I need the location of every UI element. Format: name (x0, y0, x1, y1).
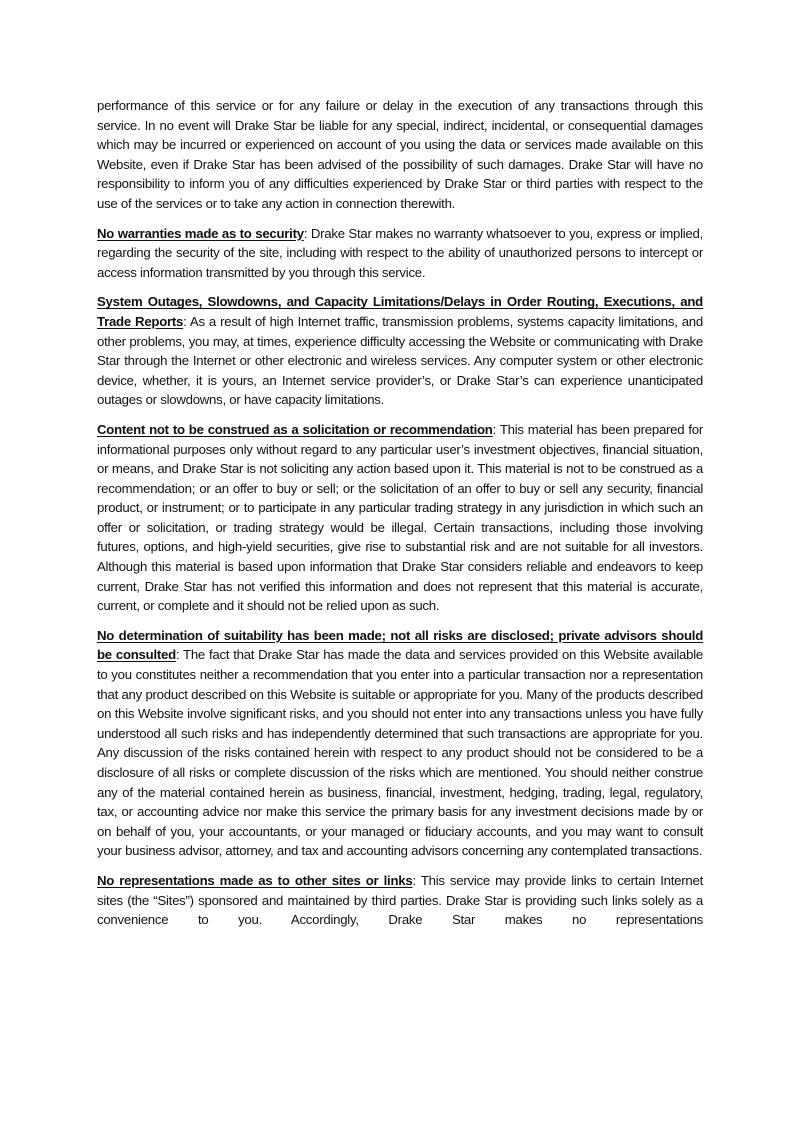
paragraph-system-outages (97, 292, 703, 410)
paragraph-body: This service may provide links to certain Internet sites (the “Sites”) sponsored and maintained by third parties. Drake Star is providing such links solely as a convenience to you. Accordingly, Drake Star makes no representations (97, 872, 703, 928)
section-heading: System Outages, Slowdowns, and Capacity Limitations/Delays in Order Routing, Executions, and Trade Reports (97, 294, 703, 329)
paragraph-no-suitability (97, 626, 703, 861)
paragraph-body: This material has been prepared for informational purposes only without regard to any particular user’s investment objectives, financial situation, or means, and Drake Star is not soliciting any action based upon it. This material is not to be construed as a recommendation; or an offer to buy or sell; or the solicitation of an offer to buy or sell any security, financial product, or instrument; or to participate in any particular trading strategy in any jurisdiction in which such an offer or solicitation, or trading strategy would be illegal. Certain transactions, including those involving futures, options, and high-yield securities, give rise to substantial risk and are not suitable for all investors. Although this material is based upon information that Drake Star considers reliable and endeavors to keep current, Drake Star has not verified this information and does not represent that this material is accurate, current, or complete and it should not be relied upon as such. (97, 421, 703, 614)
document-page (97, 96, 703, 940)
heading-separator: : (492, 421, 500, 437)
paragraph-body: Drake Star makes no warranty whatsoever to you, express or implied, regarding the security of the site, including with respect to the ability of unauthorized persons to intercept or access information transmitted by you through this service. (97, 225, 704, 280)
heading-separator: : (183, 313, 190, 329)
heading-separator: : (303, 225, 311, 241)
heading-separator: : (175, 647, 184, 663)
paragraph-other-sites-links (97, 871, 703, 930)
section-heading: No warranties made as to security (97, 225, 304, 241)
section-heading: Content not to be construed as a solicitation or recommendation (97, 421, 493, 437)
heading-separator: : (412, 872, 421, 888)
section-heading: No determination of suitability has been made; not all risks are disclosed; private advisors should be consulted (97, 627, 703, 663)
section-heading: No representations made as to other sites or links (97, 872, 413, 888)
paragraph-body: As a result of high Internet traffic, transmission problems, systems capacity limitations, and other problems, you may, at times, experience difficulty accessing the Website or communicating with Drake Star through the Internet or other electronic and wireless services. Any computer system or other electronic device, whether, it is yours, an Internet service provider’s, or Drake Star’s can experience unanticipated outages or slowdowns, or have capacity limitations. (97, 313, 703, 408)
paragraph-no-warranties-security (97, 224, 703, 283)
paragraph-liability-continued (97, 96, 703, 214)
paragraph-body: performance of this service or for any failure or delay in the execution of any transactions through this service. In no event will Drake Star be liable for any special, indirect, incidental, or consequential damages which may be incurred or experienced on account of you using the data or services made available on this Website, even if Drake Star has been advised of the possibility of such damages. Drake Star will have no responsibility to inform you of any difficulties experienced by Drake Star or third parties with respect to the use of the services or to take any action in connection therewith. (97, 98, 703, 211)
paragraph-body: The fact that Drake Star has made the data and services provided on this Website available to you constitutes neither a recommendation that you enter into a particular transaction nor a representation that any product described on this Website is suitable or appropriate for you. Many of the products described on this Website involve significant risks, and you should not enter into any transactions unless you have fully understood all such risks and has independently determined that such transactions are appropriate for you. Any discussion of the risks contained herein with respect to any product should not be considered to be a disclosure of all risks or complete discussion of the risks which are mentioned. You should neither construe any of the material contained herein as business, financial, investment, hedging, trading, legal, regulatory, tax, or accounting advice nor make this service the primary basis for any investment decisions made by or on behalf of you, your accountants, or your managed or fiduciary accounts, and you may want to consult your business advisor, attorney, and tax and accounting advisors concerning any contemplated transactions. (97, 647, 703, 859)
paragraph-not-solicitation (97, 420, 703, 616)
